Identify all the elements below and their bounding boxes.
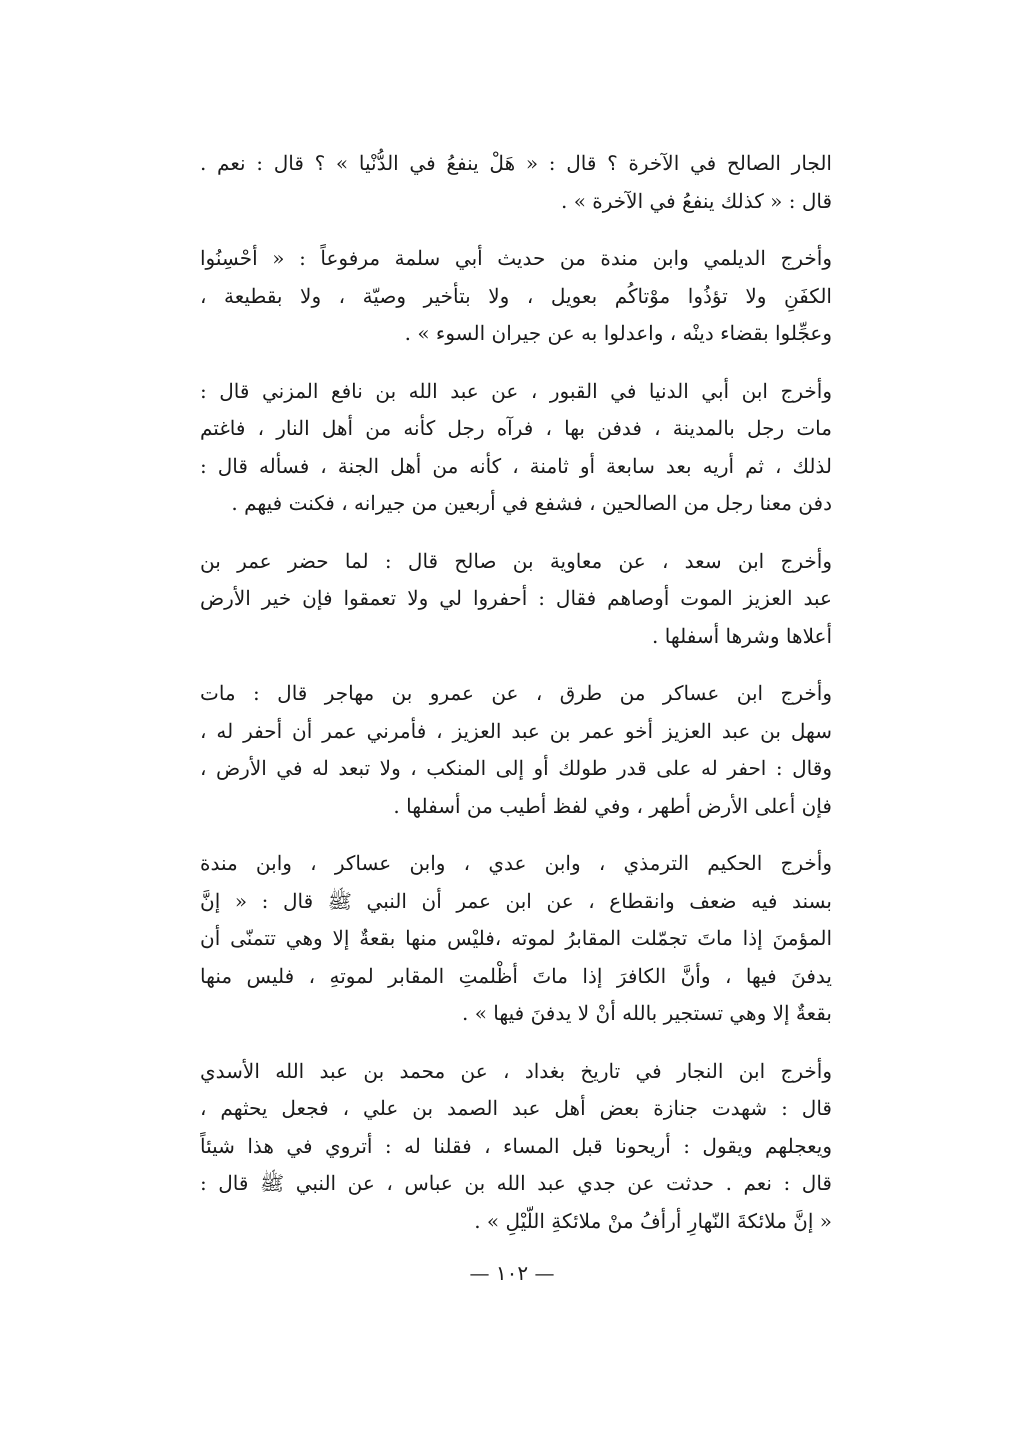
text-line: فإن أعلى الأرض أطهر ، وفي لفظ أطيب من أسفلها . — [393, 793, 832, 818]
text-line: وأخرج ابن عساكر من طرق ، عن عمرو بن مهاجر قال : مات — [200, 681, 832, 705]
text-line: وأخرج الحكيم الترمذي ، وابن عدي ، وابن عساكر ، وابن مندة — [200, 851, 832, 875]
text-line: دفن معنا رجل من الصالحين ، فشفع في أربعين من جيرانه ، فكنت فيهم . — [231, 491, 832, 515]
text-line: عبد العزيز الموت أوصاهم فقال : أحفروا لي ولا تعمقوا فإن خير الأرض — [200, 586, 832, 610]
text-line: قال : شهدت جنازة بعض أهل عبد الصمد بن علي ، فجعل يحثهم ، — [200, 1096, 832, 1120]
text-line: بسند فيه ضعف وانقطاع ، عن ابن عمر أن النبي ﷺ قال : « إنَّ — [200, 888, 832, 913]
text-line: قال : نعم . حدثت عن جدي عبد الله بن عباس ، عن النبي ﷺ قال : — [200, 1171, 832, 1195]
text-line: مات رجل بالمدينة ، فدفن بها ، فرآه رجل كأنه من أهل النار ، فاغتم — [200, 416, 832, 440]
text-line: وأخرج ابن أبي الدنيا في القبور ، عن عبد الله بن نافع المزني قال : — [200, 378, 832, 403]
page-body — [200, 145, 832, 1240]
text-line: وأخرج ابن سعد ، عن معاوية بن صالح قال : لما حضر عمر بن — [200, 548, 832, 573]
text-line: وأخرج ابن النجار في تاريخ بغداد ، عن محمد بن عبد الله الأسدي — [200, 1058, 832, 1083]
text-line: ويعجلهم ويقول : أريحونا قبل المساء ، فقلنا له : أتروي في هذا شيئاً — [200, 1133, 832, 1158]
text-line: « إنَّ ملائكةَ النّهارِ أرأفُ منْ ملائكةِ اللّيْلِ » . — [474, 1208, 832, 1233]
page-number: — ١٠٢ — — [469, 1261, 555, 1285]
text-line: الكفَنِ ولا تؤذُوا موْتاكُم بعويل ، ولا بتأخير وصيّة ، ولا بقطيعة ، — [200, 283, 832, 308]
text-line: الجار الصالح في الآخرة ؟ قال : « هَلْ ينفعُ في الدُّنْيا » ؟ قال : نعم . — [200, 151, 832, 175]
paragraph — [200, 145, 832, 220]
paragraph — [200, 675, 832, 825]
text-line: وقال : احفر له على قدر طولك أو إلى المنكب ، ولا تبعد له في الأرض ، — [200, 756, 832, 780]
paragraph — [200, 543, 832, 656]
paragraph — [200, 373, 832, 523]
text-line: سهل بن عبد العزيز أخو عمر بن عبد العزيز ، فأمرني عمر أن أحفر له ، — [200, 718, 832, 743]
text-line: يدفنَ فيها ، وأنَّ الكافرَ إذا ماتَ أظْلمتِ المقابر لموتهِ ، فليس منها — [200, 963, 832, 988]
paragraph — [200, 845, 832, 1033]
text-line: بقعةٌ إلا وهي تستجير بالله أنْ لا يدفنَ فيها » . — [462, 1001, 832, 1025]
text-line: أعلاها وشرها أسفلها . — [652, 623, 832, 648]
text-line: وأخرج الديلمي وابن مندة من حديث أبي سلمة مرفوعاً : « أحْسِنُوا — [200, 246, 832, 270]
text-line: وعجِّلوا بقضاء دينْه ، واعدلوا به عن جيران السوء » . — [404, 321, 832, 345]
text-line: لذلك ، ثم أريه بعد سابعة أو ثامنة ، كأنه من أهل الجنة ، فسأله قال : — [200, 453, 832, 478]
paragraph — [200, 240, 832, 353]
text-line: قال : « كذلك ينفعُ في الآخرة » . — [560, 188, 832, 213]
paragraph — [200, 1053, 832, 1241]
text-line: المؤمنَ إذا ماتَ تجمّلت المقابرُ لموته ،فليْس منها بقعةٌ إلا وهي تتمنّى أن — [200, 926, 832, 950]
